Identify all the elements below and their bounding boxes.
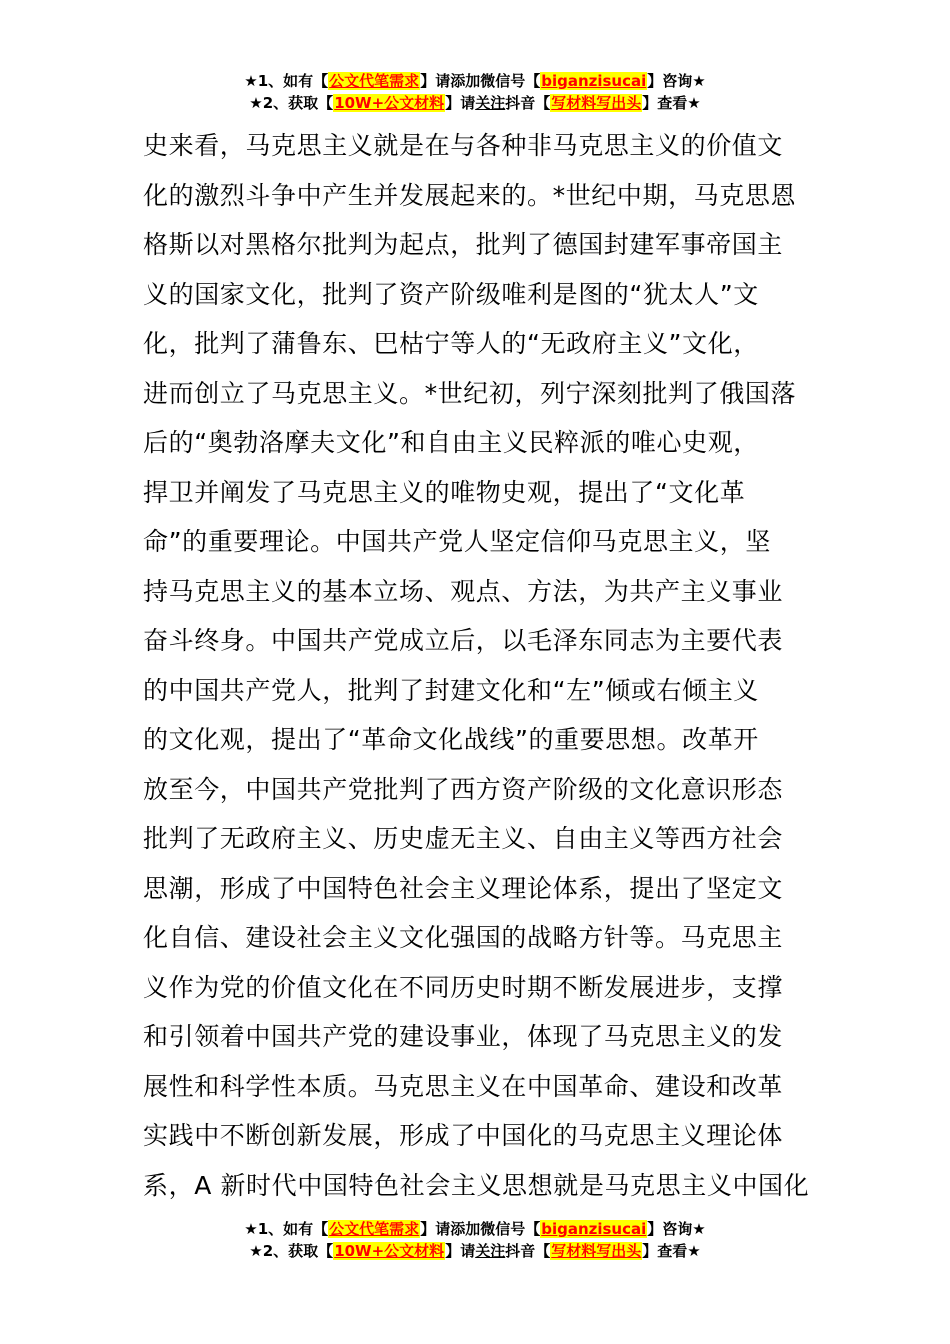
highlight-ghostwriting: 公文代笔需求 <box>329 72 420 90</box>
body-line: 和引领着中国共产党的建设事业，体现了马克思主义的发 <box>143 1022 784 1051</box>
highlight-wechat-id: biganzisucai <box>541 72 647 90</box>
highlight-douyin-account: 写材料写出头 <box>551 1242 642 1260</box>
banner-line-2 <box>0 92 950 114</box>
body-line: 义作为党的价值文化在不同历史时期不断发展进步，支撑 <box>143 972 784 1002</box>
banner-text: ★1、如有【 <box>244 72 329 90</box>
banner-text: 抖音【 <box>505 94 551 112</box>
body-line: 展性和科学性本质。马克思主义在中国革命、建设和改革 <box>143 1071 784 1101</box>
highlight-wechat-id: biganzisucai <box>541 1220 647 1238</box>
body-line: 批判了无政府主义、历史虚无主义、自由主义等西方社会 <box>143 824 784 853</box>
body-line: 奋斗终身。中国共产党成立后，以毛泽东同志为主要代表 <box>143 626 784 655</box>
highlight-materials: 10W+公文材料 <box>334 1242 445 1260</box>
banner-text: 】咨询★ <box>647 72 706 90</box>
body-line: 系，A 新时代中国特色社会主义思想就是马克思主义中国化 <box>143 1170 810 1200</box>
banner-line-1 <box>0 70 950 92</box>
body-line: 义的国家文化，批判了资产阶级唯利是图的“犹太人”文 <box>143 279 759 309</box>
banner-text: 】咨询★ <box>647 1220 706 1238</box>
body-line: 化，批判了蒲鲁东、巴枯宁等人的“无政府主义”文化， <box>143 329 759 358</box>
body-line: 化的激烈斗争中产生并发展起来的。*世纪中期，马克思恩 <box>143 180 797 210</box>
body-line: 进而创立了马克思主义。*世纪初，列宁深刻批判了俄国落 <box>143 378 797 408</box>
body-line: 的文化观，提出了“革命文化战线”的重要思想。改革开 <box>143 725 759 754</box>
body-line: 后的“奥勃洛摩夫文化”和自由主义民粹派的唯心史观， <box>143 428 759 457</box>
highlight-materials: 10W+公文材料 <box>334 94 445 112</box>
banner-follow: 关注 <box>475 94 506 112</box>
body-line: 史来看，马克思主义就是在与各种非马克思主义的价值文 <box>143 131 784 160</box>
banner-line-1 <box>0 1218 950 1240</box>
banner-follow: 关注 <box>475 1242 506 1260</box>
highlight-ghostwriting: 公文代笔需求 <box>329 1220 420 1238</box>
banner-text: 抖音【 <box>505 1242 551 1260</box>
banner-text: ★2、获取【 <box>249 1242 334 1260</box>
body-line: 命”的重要理论。中国共产党人坚定信仰马克思主义，坚 <box>143 527 771 556</box>
banner-text: ★1、如有【 <box>244 1220 329 1238</box>
banner-text: 】请添加微信号【 <box>420 72 541 90</box>
body-line: 思潮，形成了中国特色社会主义理论体系，提出了坚定文 <box>143 873 784 903</box>
banner-line-2 <box>0 1240 950 1262</box>
banner-text: 】请添加微信号【 <box>420 1220 541 1238</box>
highlight-douyin-account: 写材料写出头 <box>551 94 642 112</box>
body-line: 捍卫并阐发了马克思主义的唯物史观，提出了“文化革 <box>143 477 746 507</box>
banner-text: 】查看★ <box>642 1242 701 1260</box>
banner-text: ★2、获取【 <box>249 94 334 112</box>
banner-text: 】请 <box>445 1242 476 1260</box>
banner-text: 】请 <box>445 94 476 112</box>
body-line: 化自信、建设社会主义文化强国的战略方针等。马克思主 <box>143 923 784 952</box>
footer-banner <box>0 1218 950 1262</box>
header-banner <box>0 70 950 114</box>
body-line: 的中国共产党人，批判了封建文化和“左”倾或右倾主义 <box>143 675 759 705</box>
banner-text: 】查看★ <box>642 94 701 112</box>
document-body <box>143 121 809 1210</box>
body-line: 格斯以对黑格尔批判为起点，批判了德国封建军事帝国主 <box>143 230 784 259</box>
body-line: 放至今，中国共产党批判了西方资产阶级的文化意识形态 <box>143 774 784 804</box>
body-line: 持马克思主义的基本立场、观点、方法，为共产主义事业 <box>143 576 784 606</box>
body-line: 实践中不断创新发展，形成了中国化的马克思主义理论体 <box>143 1121 784 1150</box>
